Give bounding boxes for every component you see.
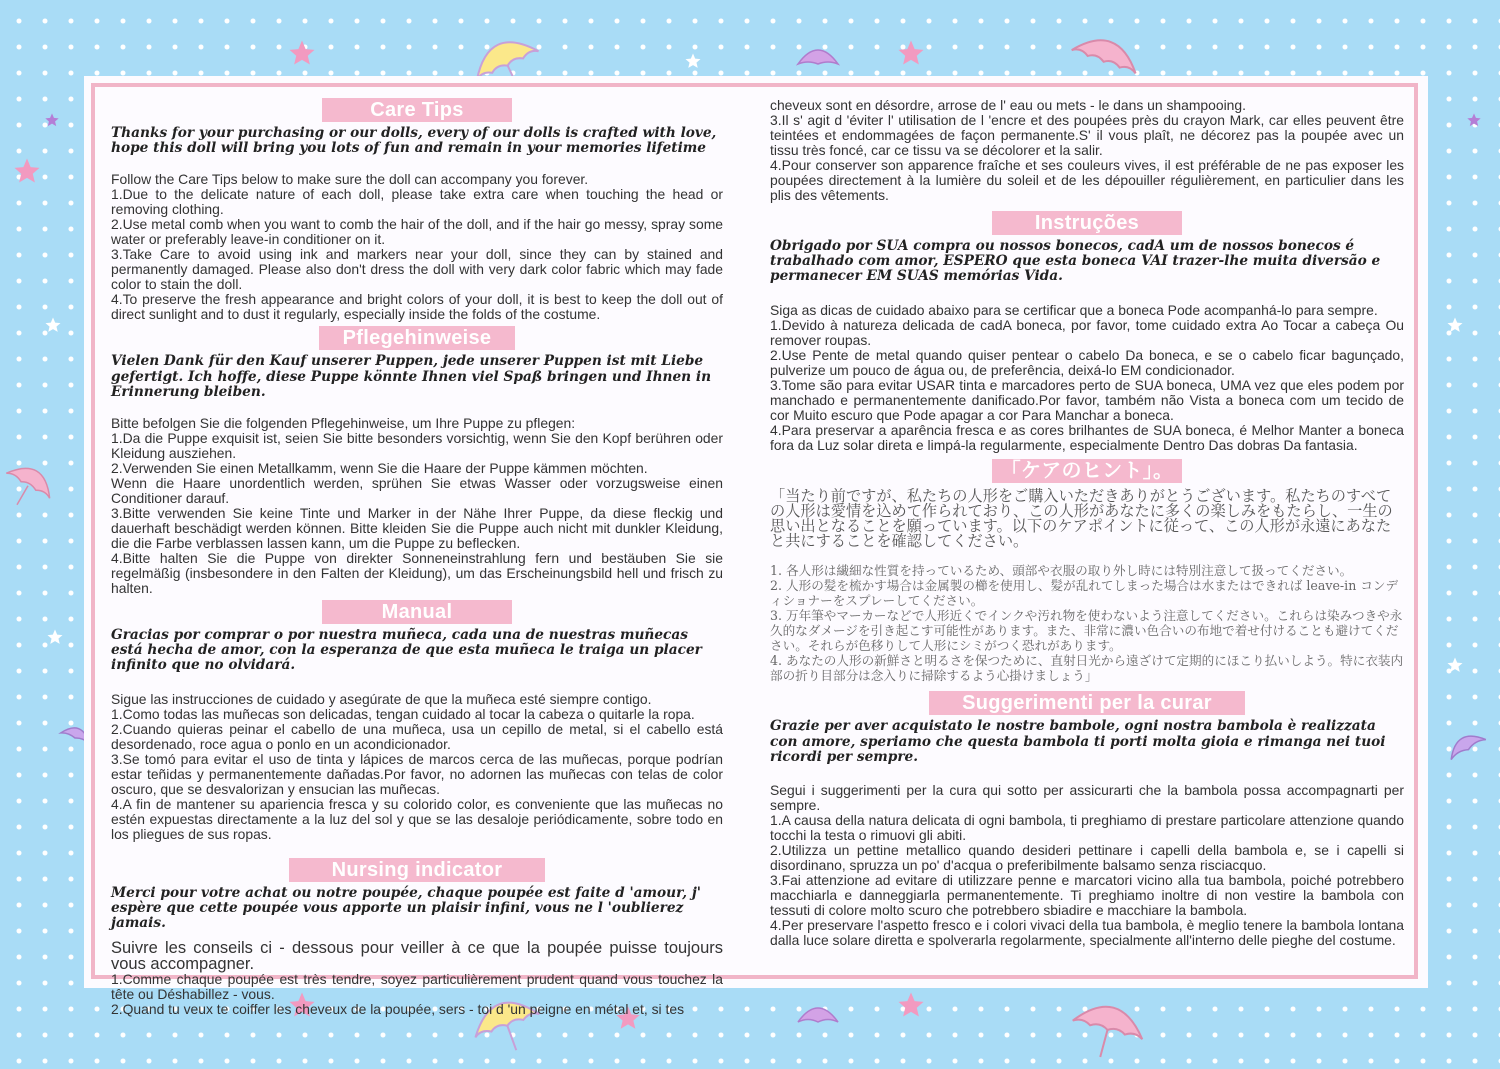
star-icon bbox=[896, 990, 926, 1020]
section-intro: Obrigado por SUA compra ou nossos bonecos, cadA um de nossos bonecos é trabalhado com amor, ESPERO que esta boneca VAI trazer-lhe muita diversão e permanecer EM SUAS memórias Vida. bbox=[770, 238, 1381, 285]
star-icon bbox=[684, 52, 702, 70]
section-intro: Thanks for your purchasing or our dolls, every of our dolls is crafted with love, hope this doll will bring you lots of fun and remain in your memories lifetime bbox=[111, 125, 717, 157]
star-icon bbox=[1446, 656, 1464, 674]
section-body: Follow the Care Tips below to make sure the doll can accompany you forever. 1.Due to the delicate nature of each doll, please take extra care when touching the head or removing clothing. 2.Use metal comb when you want to comb the hair of the doll, and if the hair go messy, spray some water or preferably leave-in conditioner on it. 3.Take Care to avoid using ink and markers near your doll, since they can by stained and permanently damaged. Please also don't dress the doll with very dark color fabric which may fade color to stain the doll. 4.To preserve the fresh appearance and bright colors of your doll, it is best to keep the doll out of direct sunlight and to dust it regularly, especially inside the folds of the costume. bbox=[111, 171, 723, 323]
section-body-lead: Suivre les conseils ci - dessous pour veiller à ce que la poupée puisse toujours vous accompagner. bbox=[111, 939, 723, 973]
star-icon bbox=[1466, 112, 1482, 128]
section-heading: Pflegehinweise bbox=[319, 326, 515, 350]
umbrella-icon bbox=[795, 40, 841, 74]
section-heading: Instruções bbox=[992, 211, 1182, 235]
umbrella-icon bbox=[795, 996, 841, 1030]
star-icon bbox=[44, 112, 60, 128]
section-body: Bitte befolgen Sie die folgenden Pflegehinweise, um Ihre Puppe zu pflegen: 1.Da die Puppe exquisit ist, seien Sie bitte besonders vorsichtig, wenn Sie den Kopf berühren oder Kleidung ausziehen. 2.Verwenden Sie einen Metallkamm, wenn Sie die Haare der Puppe kämmen möchten. Wenn die Haare unordentlich werden, sprühen Sie etwas Wasser oder vorzugsweise einen Conditioner darauf. 3.Bitte verwenden Sie keine Tinte und Marker in der Nähe Ihrer Puppe, da diese fleckig und dauerhaft beschädigt werden können. Bitte kleiden Sie die Puppe auch nicht mit dunkler Kleidung, die die Farbe verblassen lassen kann, um die Puppe zu beflecken. 4.Bitte halten Sie die Puppe von direkter Sonneneinstrahlung fern und bestäuben Sie sie regelmäßig (insbesondere in den Falten der Kleidung), um das Erscheinungsbild hell und frisch zu halten. bbox=[111, 415, 723, 597]
section-heading: Care Tips bbox=[322, 98, 512, 122]
section-heading: Suggerimenti per la curar bbox=[929, 691, 1245, 715]
left-column bbox=[111, 96, 723, 1017]
umbrella-icon bbox=[1066, 990, 1150, 1066]
section-intro: 「当たり前ですが、私たちの人形をご購入いただきありがとうございます。私たちのすべての人形は愛情を込めて作られており、この人形があなたに多くの楽しみをもたらし、一生の思い出となることを願っています。以下のケアポイントに従って、この人形が永遠にあなたと共にすることを確認してください。 bbox=[770, 486, 1393, 551]
umbrella-icon bbox=[0, 456, 58, 512]
umbrella-icon bbox=[1444, 724, 1490, 770]
section-heading: Nursing indicator bbox=[289, 858, 545, 882]
section-body: Segui i suggerimenti per la cura qui sotto per assicurarti che la bambola possa accompagnarti per sempre. 1.A causa della natura delicata di ogni bambola, ti preghiamo di prestare particolare attenzione quando tocchi la testa o rimuovi gli abiti. 2.Utilizza un pettine metallico quando desideri pettinare i capelli della bambola e, se i capelli si disordinano, spruzza un po' d'acqua o preferibilmente balsamo senza risciacquo. 3.Fai attenzione ad evitare di utilizzare penne e marcatori vicino alla tua bambola, poiché potrebbero macchiarla e danneggiarla permanentemente. Ti preghiamo inoltre di non vestire la bambola con tessuti di colore molto scuro che potrebbero sbiadire e macchiare la bambola. 4.Per preservare l'aspetto fresco e i colori vivaci della tua bambola, è meglio tenere la bambola lontana dalla luce solare diretta e spolverarla regolarmente, specialmente all'interno delle pieghe del costume. bbox=[770, 782, 1404, 949]
section-intro: Merci pour votre achat ou notre poupée, chaque poupée est faite d 'amour, j' espère que cette poupée vous apporte un plaisir infini, vous ne l 'oublierez jamais. bbox=[111, 884, 701, 932]
star-icon bbox=[1446, 316, 1464, 334]
section-intro: Gracias por comprar o por nuestra muñeca, cada una de nuestras muñecas está hecha de amor, con la esperanza de que esta muñeca le traiga un placer infinito que no olvidará. bbox=[111, 627, 702, 674]
section-heading: Manual bbox=[322, 600, 512, 624]
section-body: 1.Comme chaque poupée est très tendre, soyez particulièrement prudent quand vous touchez la tête ou Déshabillez - vous. 2.Quand tu veux te coiffer les cheveux de la poupée, sers - toi d 'un peigne en métal et, si tes bbox=[111, 971, 723, 1018]
star-icon bbox=[287, 38, 317, 68]
star-icon bbox=[44, 316, 62, 334]
french-continued: cheveux sont en désordre, arrose de l' eau ou mets - le dans un shampooing. 3.Il s' agit d 'éviter l' utilisation de l 'encre et des poupées près du crayon Mark, car elles peuvent être teintées et endommagées de façon permanente.S' il vous plaît, ne décorez pas la poupée avec un tissu très foncé, car ce tissu va se décolorer et la salir. 4.Pour conserver son apparence fraîche et ses couleurs vives, il est préférable de ne pas exposer les poupées directement à la lumière du soleil et de les dépouiller régulièrement, en particulier dans les plis des vêtements. bbox=[770, 97, 1404, 203]
section-body: Siga as dicas de cuidado abaixo para se certificar que a boneca Pode acompanhá-lo para sempre. 1.Devido à natureza delicada de cadA boneca, por favor, tome cuidado extra Ao Tocar a cabeça Ou remover roupas. 2.Use Pente de metal quando quiser pentear o cabelo Da boneca, e se o cabelo ficar bagunçado, pulverize um pouco de água ou, de preferência, deixá-lo EM condicionador. 3.Tome são para evitar USAR tinta e marcadores perto de SUA boneca, UMA vez que eles podem por manchado e permanentemente danificado.Por favor, também não Vista a boneca com um tecido de cor Muito escuro que Pode apagar a cor Para Manchar a boneca. 4.Para preservar a aparência fresca e as cores brilhantes de SUA boneca, é Melhor Manter a boneca fora da Luz solar direta e limpá-la regularmente, especialmente Dentro Das dobras Da fantasia. bbox=[770, 301, 1404, 453]
right-column bbox=[770, 98, 1404, 948]
star-icon bbox=[46, 628, 64, 646]
section-body: 1. 各人形は繊細な性質を持っているため、頭部や衣服の取り外し時には特別注意して扱ってください。 2. 人形の髪を梳かす場合は金属製の櫛を使用し、髪が乱れてしまった場合は水またはできれば leave-in コンディショナーをスプレーしてください。 3. 万年筆やマーカーなどで人形近くでインクや汚れ物を使わないよう注意してください。これらは染みつきや永久的なダメージを引き起こす可能性があります。また、非常に濃い色合いの布地で着せ付けることも避けてください。それらが色移りして人形にシミがつく恐れがあります。 4. あなたの人形の新鮮さと明るさを保つために、直射日光から遠ざけて定期的にほこり払いしよう。特に衣装内部の折り目部分は念入りに掃除するよう心掛けましょう」 bbox=[770, 563, 1404, 684]
section-body: Sigue las instrucciones de cuidado y asegúrate de que la muñeca esté siempre contigo. 1.Como todas las muñecas son delicadas, tengan cuidado al tocar la cabeza o quitarle la ropa. 2.Cuando quieras peinar el cabello de una muñeca, usa un cepillo de metal, si el cabello está desordenado, roce agua o ponlo en un acondicionador. 3.Se tomó para evitar el uso de tinta y lápices de marcos cerca de las muñecas, porque podrían estar teñidas y permanentemente dañadas.Por favor, no adornen las muñecas con telas de color oscuro, que se desvalorizan y ensucian las muñecas. 4.A fin de mantener su apariencia fresca y su colorido color, es conveniente que las muñecas no estén expuestas directamente a la luz del sol y que se las desaloje periódicamente, sobre todo en los pliegues de sus ropas. bbox=[111, 690, 723, 842]
section-intro: Vielen Dank für den Kauf unserer Puppen, jede unserer Puppen ist mit Liebe gefertigt. Ich hoffe, diese Puppe könnte Ihnen viel Spaß bringen und Ihnen in Erinnerung bleiben. bbox=[111, 353, 712, 400]
section-intro: Grazie per aver acquistato le nostre bambole, ogni nostra bambola è realizzata con amore, speriamo che questa bambola ti porti molta gioia e rimanga nei tuoi ricordi per sempre. bbox=[770, 718, 1386, 765]
star-icon bbox=[12, 156, 42, 186]
star-icon bbox=[896, 38, 926, 68]
section-heading: 「ケアのヒント」。 bbox=[992, 459, 1182, 483]
